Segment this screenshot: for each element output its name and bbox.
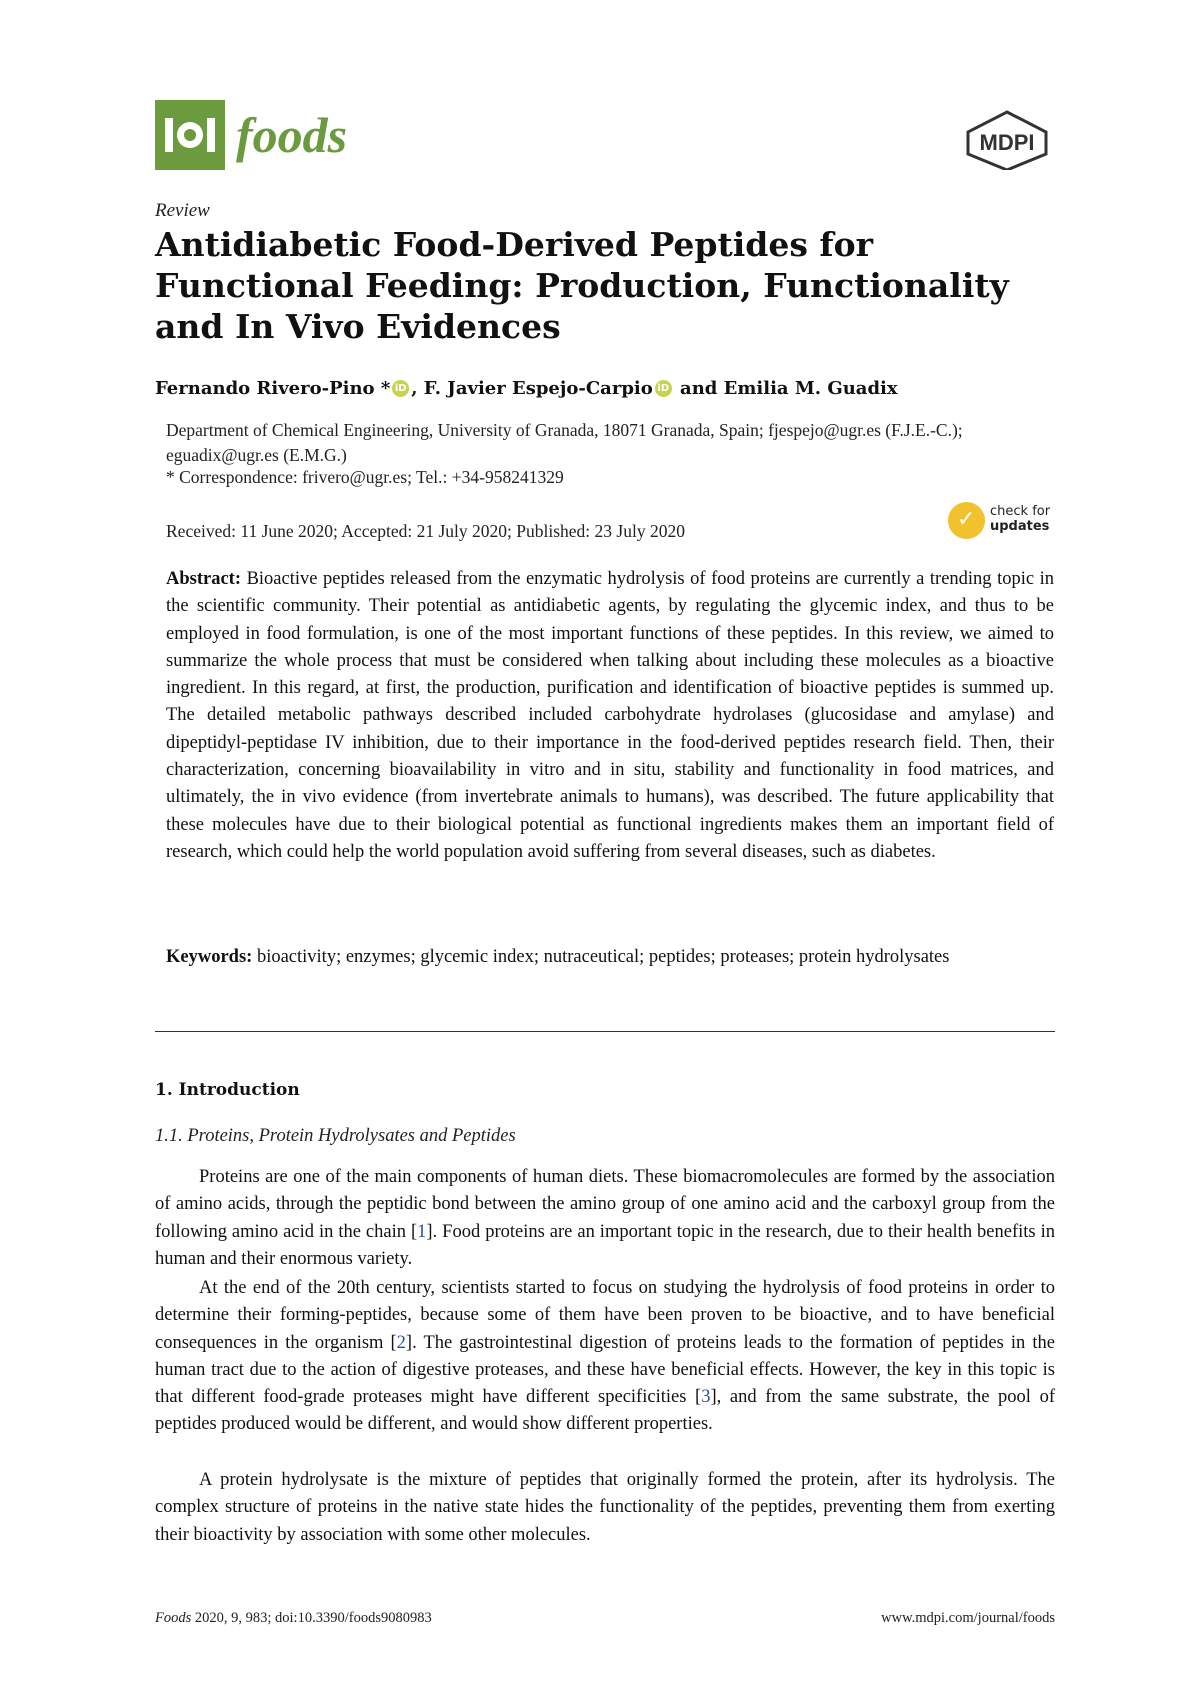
author-separator: , — [411, 378, 424, 399]
correspondence: * Correspondence: frivero@ugr.es; Tel.: +34-958241329 — [166, 467, 564, 487]
journal-logo-icon — [155, 100, 225, 170]
author-1[interactable]: Fernando Rivero-Pino * — [155, 378, 391, 399]
citation-link[interactable]: 2 — [396, 1332, 406, 1353]
affiliation: Department of Chemical Engineering, University of Granada, 18071 Granada, Spain; fjespejo@ugr.es (F.J.E.-C.); eguadix@ugr.es (E.M.G.) — [166, 420, 963, 465]
check-updates-line1: check for — [990, 504, 1051, 519]
abstract-label: Abstract: — [166, 569, 242, 589]
orcid-icon[interactable]: iD — [392, 380, 409, 397]
body-paragraph: A protein hydrolysate is the mixture of peptides that originally formed the protein, after its hydrolysis. The complex structure of proteins in the native state hides the functionality of the peptides, preventing them from exerting their bioactivity by association with some other molecules. — [155, 1470, 1055, 1545]
keywords-label: Keywords: — [166, 947, 253, 967]
publisher-logo[interactable] — [962, 108, 1052, 170]
article-title: Antidiabetic Food-Derived Peptides for Functional Feeding: Production, Functionality and In Vivo Evidences — [155, 225, 1009, 346]
footer-citation — [155, 1610, 432, 1627]
author-3[interactable]: and Emilia M. Guadix — [680, 378, 898, 399]
footer-url[interactable]: www.mdpi.com/journal/foods — [881, 1610, 1055, 1626]
abstract — [166, 566, 1054, 866]
check-updates-line2: updates — [990, 519, 1050, 534]
abstract-text: Bioactive peptides released from the enzymatic hydrolysis of food proteins are currently a trending topic in the scientific community. Their potential as antidiabetic agents, by regulating the glycemic index, and thus to be employed in food formulation, is one of the most important functions of these peptides. In this review, we aimed to summarize the whole process that must be considered when talking about including these molecules as a bioactive ingredient. In this regard, at first, the production, purification and identification of bioactive peptides is summed up. The detailed metabolic pathways described included carbohydrate hydrolases (glucosidase and amylase) and dipeptidyl-peptidase IV inhibition, due to their importance in the food-derived peptides research field. Then, their characterization, concerning bioavailability in vitro and in situ, stability and functionality in food matrices, and ultimately, the in vivo evidence (from invertebrate animals to humans), was described. The future applicability that these molecules have due to their biological potential as functional ingredients makes them an important field of research, which could help the world population avoid suffering from several diseases, such as diabetes. — [166, 569, 1055, 862]
keywords-text: bioactivity; enzymes; glycemic index; nutraceutical; peptides; proteases; protein hydrolysates — [256, 947, 950, 967]
footer-doi[interactable]: 2020, 9, 983; doi:10.3390/foods9080983 — [191, 1610, 432, 1626]
footer-journal: Foods — [155, 1610, 192, 1626]
check-for-updates-badge[interactable] — [948, 502, 1058, 542]
author-list — [155, 378, 898, 399]
journal-name: foods — [236, 107, 348, 163]
body-paragraph: At the end of the 20th century, scientists started to focus on studying the hydrolysis of food proteins in order to determine their forming-peptides, because some of them have been proven to be bioactive, and to have beneficial consequences in the organism [2]. The gastrointestinal digestion of proteins leads to the formation of peptides in the human tract due to the action of digestive proteases, and these have beneficial effects. However, the key in this topic is that different food-grade proteases might have different specificities [3], and from the same substrate, the pool of peptides produced would be different, and would show different properties. — [155, 1278, 1055, 1435]
check-icon: ✓ — [948, 502, 985, 539]
body-paragraph: Proteins are one of the main components of human diets. These biomacromolecules are formed by the association of amino acids, through the peptidic bond between the amino group of one amino acid and the carboxyl group from the following amino acid in the chain [1]. Food proteins are an important topic in the research, due to their health benefits in human and their enormous variety. — [155, 1167, 1055, 1269]
citation-link[interactable]: 3 — [701, 1387, 711, 1408]
section-heading: 1. Introduction — [155, 1080, 300, 1100]
orcid-icon[interactable]: iD — [655, 380, 672, 397]
article-type: Review — [155, 200, 210, 221]
author-2[interactable]: F. Javier Espejo-Carpio — [423, 378, 653, 399]
publisher-name: MDPI — [979, 130, 1035, 155]
publication-dates: Received: 11 June 2020; Accepted: 21 July 2020; Published: 23 July 2020 — [166, 521, 685, 541]
keywords — [166, 944, 1054, 971]
divider — [155, 1031, 1055, 1032]
citation-link[interactable]: 1 — [417, 1221, 427, 1242]
subsection-heading: 1.1. Proteins, Protein Hydrolysates and Peptides — [155, 1126, 516, 1146]
